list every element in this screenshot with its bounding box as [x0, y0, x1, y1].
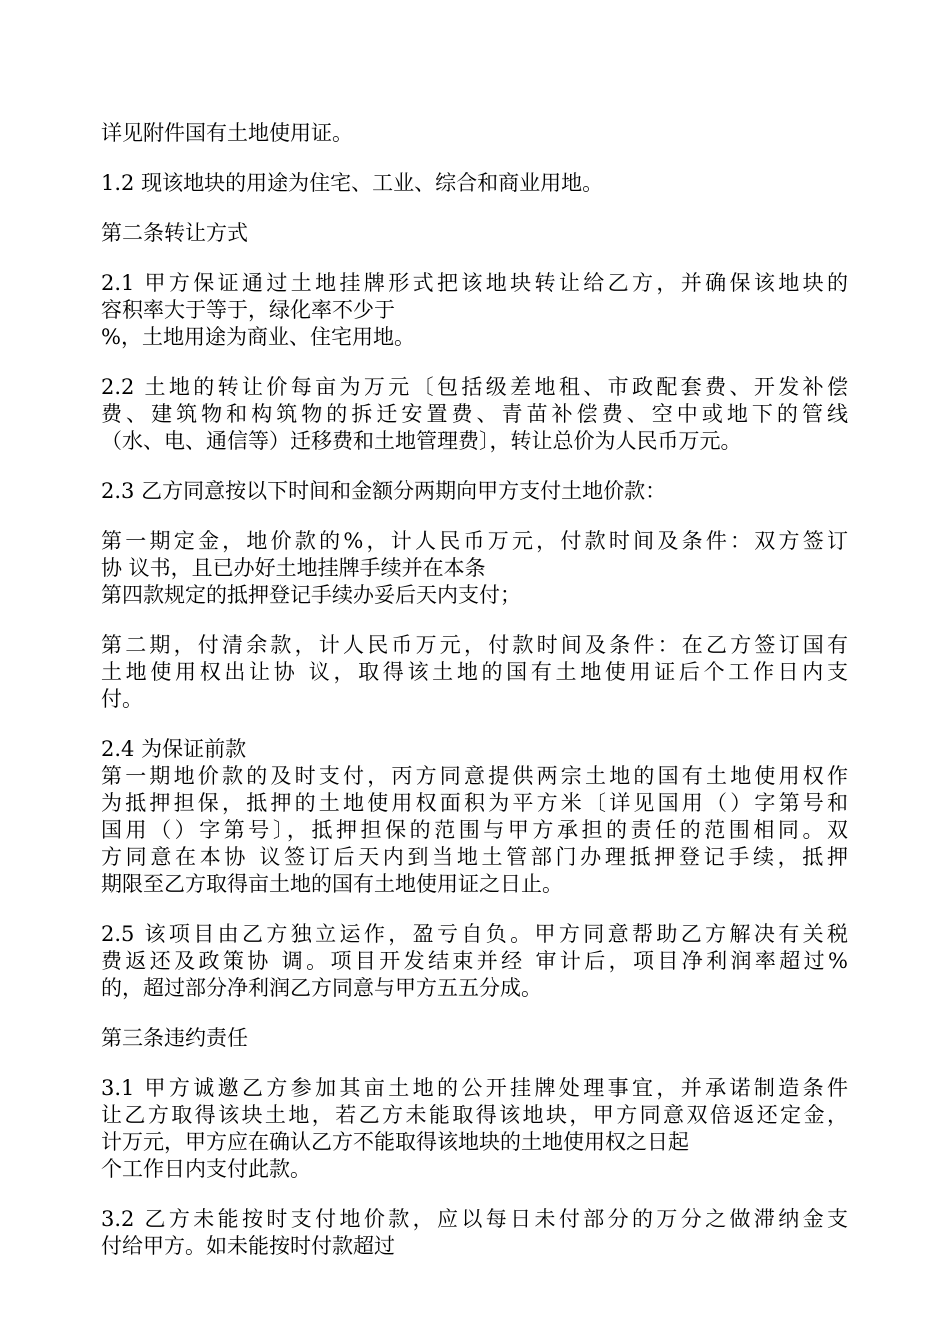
clause-1-2 — [101, 170, 861, 197]
text-line: 土地使用权出让协 议，取得该土地的国有土地使用证后个工作日内支 — [101, 660, 848, 684]
second-installment — [101, 632, 861, 713]
paragraph-land-certificate — [101, 120, 861, 147]
article-3-heading — [101, 1025, 861, 1052]
clause-3-1 — [101, 1075, 861, 1183]
text-line: 国用（）字第号〕，抵押担保的范围与甲方承担的责任的范围相同。双 — [101, 818, 848, 842]
text-line: 费、建筑物和构筑物的拆迁安置费、青苗补偿费、空中或地下的管线 — [101, 402, 848, 426]
text-line: 2.5 该项目由乙方独立运作，盈亏自负。甲方同意帮助乙方解决有关税 — [101, 922, 848, 946]
text-line: 2.3 乙方同意按以下时间和金额分两期向甲方支付土地价款： — [101, 479, 667, 503]
text-line: 为抵押担保，抵押的土地使用权面积为平方米〔详见国用（）字第号和 — [101, 791, 848, 815]
text-line: 付。 — [101, 687, 143, 711]
text-line: 2.4 为保证前款 — [101, 737, 247, 761]
text-line: %，土地用途为商业、住宅用地。 — [101, 325, 415, 349]
clause-2-1 — [101, 270, 861, 351]
text-line: 的，超过部分净利润乙方同意与甲方五五分成。 — [101, 976, 542, 1000]
text-line: 计万元，甲方应在确认乙方不能取得该地块的土地使用权之日起 — [101, 1130, 689, 1154]
text-line: 3.2 乙方未能按时支付地价款，应以每日未付部分的万分之做滞纳金支 — [101, 1207, 848, 1231]
clause-2-2 — [101, 374, 861, 455]
text-line: 期限至乙方取得亩土地的国有土地使用证之日止。 — [101, 872, 563, 896]
text-line: 让乙方取得该块土地，若乙方未能取得该地块，甲方同意双倍返还定金， — [101, 1103, 848, 1127]
text-line: 容积率大于等于，绿化率不少于 — [101, 298, 395, 322]
text-line: 1.2 现该地块的用途为住宅、工业、综合和商业用地。 — [101, 171, 604, 195]
text-line: 第四款规定的抵押登记手续办妥后天内支付； — [101, 583, 521, 607]
section-heading: 第二条转让方式 — [101, 221, 248, 245]
text-line: 3.1 甲方诚邀乙方参加其亩土地的公开挂牌处理事宜，并承诺制造条件 — [101, 1076, 848, 1100]
text-line: 2.1 甲方保证通过土地挂牌形式把该地块转让给乙方，并确保该地块的 — [101, 271, 848, 295]
text-line: 方同意在本协 议签订后天内到当地土管部门办理抵押登记手续，抵押 — [101, 845, 848, 869]
text-line: 费返还及政策协 调。项目开发结束并经 审计后，项目净利润率超过% — [101, 949, 848, 973]
first-installment — [101, 528, 861, 609]
text-line: 个工作日内支付此款。 — [101, 1157, 311, 1181]
text-line: 协 议书，且已办好土地挂牌手续并在本条 — [101, 556, 486, 580]
text-line: （水、电、通信等）迁移费和土地管理费〕，转让总价为人民币万元。 — [101, 429, 742, 453]
clause-2-5 — [101, 921, 861, 1002]
text-line: 第一期定金，地价款的%，计人民币万元，付款时间及条件：双方签订 — [101, 529, 848, 553]
clause-2-4 — [101, 736, 861, 898]
text-line: 2.2 土地的转让价每亩为万元〔包括级差地租、市政配套费、开发补偿 — [101, 375, 848, 399]
text-line: 详见附件国有土地使用证。 — [101, 121, 353, 145]
clause-2-3 — [101, 478, 861, 505]
article-2-heading — [101, 220, 861, 247]
section-heading: 第三条违约责任 — [101, 1026, 248, 1050]
clause-3-2 — [101, 1206, 861, 1260]
text-line: 付给甲方。如未能按时付款超过 — [101, 1234, 395, 1258]
text-line: 第一期地价款的及时支付，丙方同意提供两宗土地的国有土地使用权作 — [101, 764, 848, 788]
document-page — [101, 120, 861, 1283]
text-line: 第二期，付清余款，计人民币万元，付款时间及条件：在乙方签订国有 — [101, 633, 848, 657]
